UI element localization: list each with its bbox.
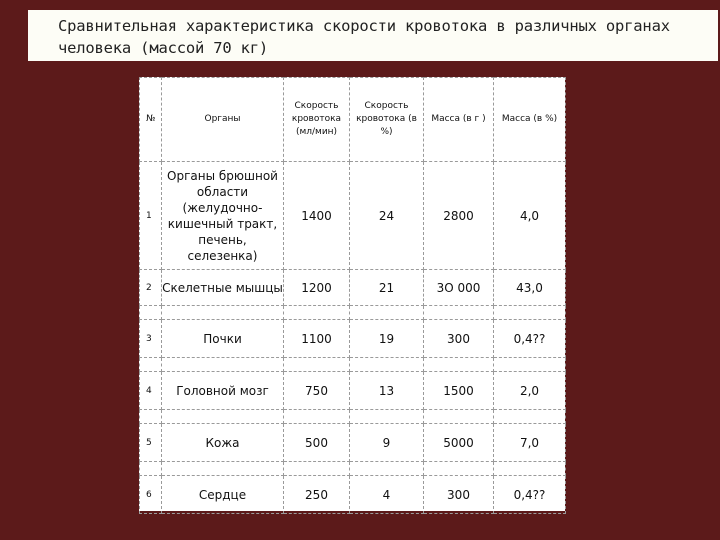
empty-cell xyxy=(350,462,424,476)
row-organ: Головной мозг xyxy=(162,372,284,410)
empty-cell xyxy=(350,410,424,424)
empty-cell xyxy=(162,410,284,424)
empty-cell xyxy=(424,306,494,320)
row-flow-ml: 1400 xyxy=(284,162,350,270)
empty-cell xyxy=(284,358,350,372)
row-mass-g: 1500 xyxy=(424,372,494,410)
row-organ: Почки xyxy=(162,320,284,358)
slide-title-line-1: Сравнительная характеристика скорости кровотока в различных органах xyxy=(58,17,670,35)
row-organ: Скелетные мышцы xyxy=(162,270,284,306)
empty-cell xyxy=(162,306,284,320)
empty-cell xyxy=(162,462,284,476)
row-num: 2 xyxy=(140,270,162,306)
empty-cell xyxy=(162,358,284,372)
row-flow-ml: 500 xyxy=(284,424,350,462)
row-flow-pct: 4 xyxy=(350,476,424,514)
header-num: № xyxy=(140,78,162,162)
table-header-row xyxy=(140,78,566,162)
header-organ: Органы xyxy=(162,78,284,162)
row-flow-ml: 1200 xyxy=(284,270,350,306)
row-mass-pct: 4,0 xyxy=(494,162,566,270)
empty-cell xyxy=(284,462,350,476)
row-organ: Кожа xyxy=(162,424,284,462)
empty-cell xyxy=(424,462,494,476)
row-mass-g: 3О 000 xyxy=(424,270,494,306)
empty-cell xyxy=(494,462,566,476)
row-mass-g: 300 xyxy=(424,320,494,358)
empty-cell xyxy=(284,306,350,320)
table-row xyxy=(140,424,566,462)
row-flow-ml: 250 xyxy=(284,476,350,514)
title-box xyxy=(28,10,718,61)
row-flow-pct: 24 xyxy=(350,162,424,270)
empty-cell xyxy=(350,358,424,372)
row-num: 1 xyxy=(140,162,162,270)
empty-cell xyxy=(494,306,566,320)
row-mass-pct: 0,4?? xyxy=(494,320,566,358)
row-mass-pct: 0,4?? xyxy=(494,476,566,514)
table-container xyxy=(139,77,565,511)
header-mass-g: Масса (в г ) xyxy=(424,78,494,162)
row-num: 5 xyxy=(140,424,162,462)
row-num: 4 xyxy=(140,372,162,410)
spacer-row xyxy=(140,462,566,476)
empty-cell xyxy=(284,410,350,424)
row-mass-g: 5000 xyxy=(424,424,494,462)
row-mass-g: 300 xyxy=(424,476,494,514)
row-flow-pct: 19 xyxy=(350,320,424,358)
empty-cell xyxy=(140,462,162,476)
table-row xyxy=(140,476,566,514)
header-mass-pct: Масса (в %) xyxy=(494,78,566,162)
row-flow-ml: 750 xyxy=(284,372,350,410)
blood-flow-table xyxy=(139,77,566,514)
header-flow-ml: Скорость кровотока (мл/мин) xyxy=(284,78,350,162)
row-mass-pct: 7,0 xyxy=(494,424,566,462)
slide-title-line-2: человека (массой 70 кг) xyxy=(58,39,269,57)
row-flow-ml: 1100 xyxy=(284,320,350,358)
row-flow-pct: 21 xyxy=(350,270,424,306)
table-row xyxy=(140,270,566,306)
spacer-row xyxy=(140,306,566,320)
row-flow-pct: 9 xyxy=(350,424,424,462)
empty-cell xyxy=(424,358,494,372)
empty-cell xyxy=(494,410,566,424)
empty-cell xyxy=(140,358,162,372)
empty-cell xyxy=(350,306,424,320)
row-mass-pct: 2,0 xyxy=(494,372,566,410)
row-organ: Органы брюшной области (желудочно-кишечный тракт, печень, селезенка) xyxy=(162,162,284,270)
table-row xyxy=(140,162,566,270)
table-row xyxy=(140,372,566,410)
row-num: 3 xyxy=(140,320,162,358)
empty-cell xyxy=(424,410,494,424)
empty-cell xyxy=(140,306,162,320)
row-num: 6 xyxy=(140,476,162,514)
spacer-row xyxy=(140,410,566,424)
empty-cell xyxy=(140,410,162,424)
table-row xyxy=(140,320,566,358)
empty-cell xyxy=(494,358,566,372)
header-flow-pct: Скорость кровотока (в %) xyxy=(350,78,424,162)
row-mass-pct: 43,0 xyxy=(494,270,566,306)
row-organ: Сердце xyxy=(162,476,284,514)
spacer-row xyxy=(140,358,566,372)
row-flow-pct: 13 xyxy=(350,372,424,410)
row-mass-g: 2800 xyxy=(424,162,494,270)
